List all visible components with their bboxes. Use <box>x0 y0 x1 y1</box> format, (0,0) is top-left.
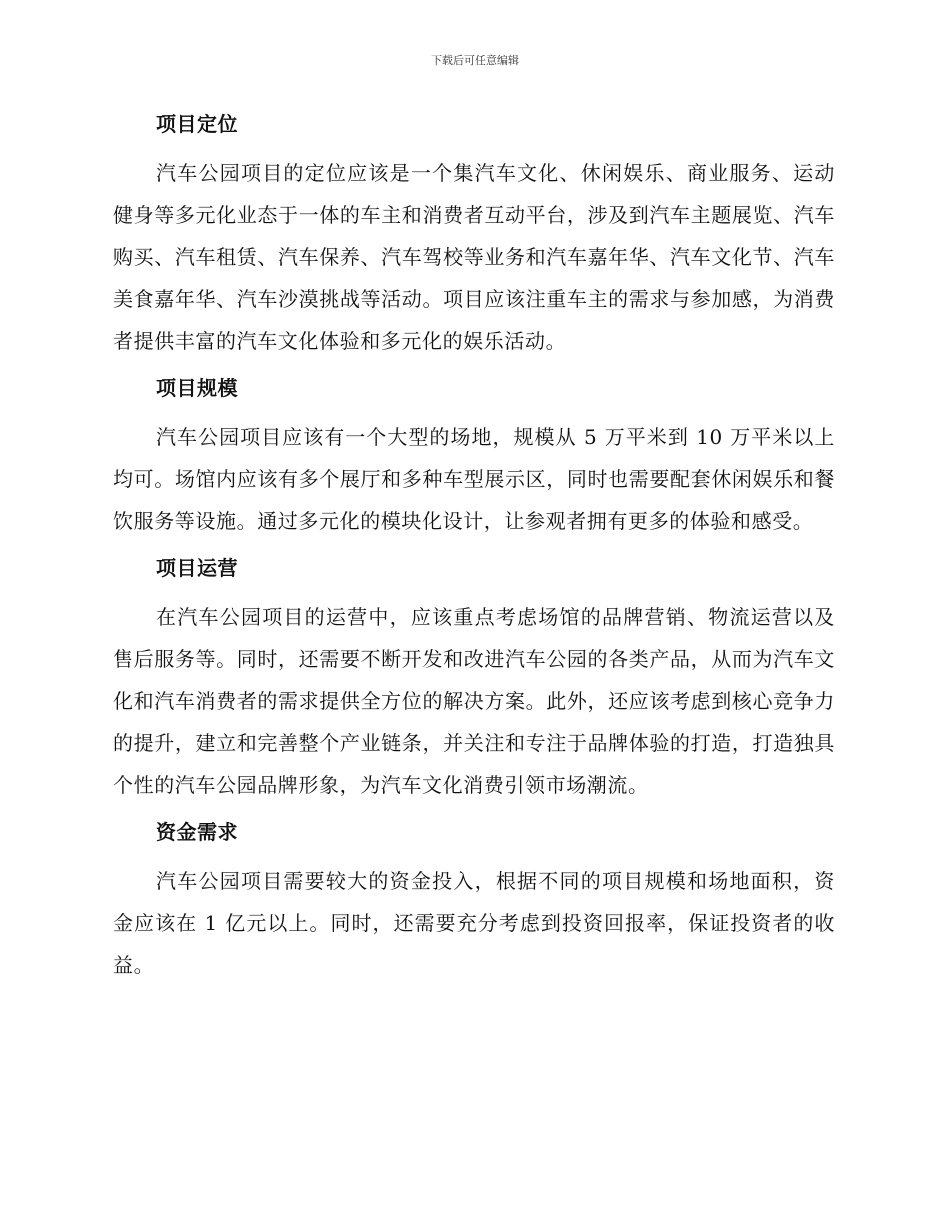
section-heading: 项目规模 <box>156 376 238 400</box>
page-header: 下载后可任意编辑 <box>431 54 519 67</box>
section-scale <box>113 374 835 542</box>
section-operation <box>113 554 835 806</box>
section-funding <box>113 818 835 986</box>
section-heading: 资金需求 <box>156 820 238 844</box>
section-heading: 项目定位 <box>156 112 238 136</box>
section-positioning <box>113 110 835 362</box>
section-paragraph: 汽车公园项目的定位应该是一个集汽车文化、休闲娱乐、商业服务、运动健身等多元化业态于一体的车主和消费者互动平台，涉及到汽车主题展览、汽车购买、汽车租赁、汽车保养、汽车驾校等业务和汽车嘉年华、汽车文化节、汽车美食嘉年华、汽车沙漠挑战等活动。项目应该注重车主的需求与参加感，为消费者提供丰富的汽车文化体验和多元化的娱乐活动。 <box>113 161 835 353</box>
section-heading: 项目运营 <box>156 556 238 580</box>
section-paragraph: 汽车公园项目应该有一个大型的场地，规模从 5 万平米到 10 万平米以上均可。场馆内应该有多个展厅和多种车型展示区，同时也需要配套休闲娱乐和餐饮服务等设施。通过多元化的模块化设计，让参观者拥有更多的体验和感受。 <box>113 425 835 533</box>
section-paragraph: 在汽车公园项目的运营中，应该重点考虑场馆的品牌营销、物流运营以及售后服务等。同时，还需要不断开发和改进汽车公园的各类产品，从而为汽车文化和汽车消费者的需求提供全方位的解决方案。此外，还应该考虑到核心竞争力的提升，建立和完善整个产业链条，并关注和专注于品牌体验的打造，打造独具个性的汽车公园品牌形象，为汽车文化消费引领市场潮流。 <box>113 605 835 797</box>
section-paragraph: 汽车公园项目需要较大的资金投入，根据不同的项目规模和场地面积，资金应该在 1 亿元以上。同时，还需要充分考虑到投资回报率，保证投资者的收益。 <box>113 869 835 977</box>
document-body <box>113 110 835 998</box>
